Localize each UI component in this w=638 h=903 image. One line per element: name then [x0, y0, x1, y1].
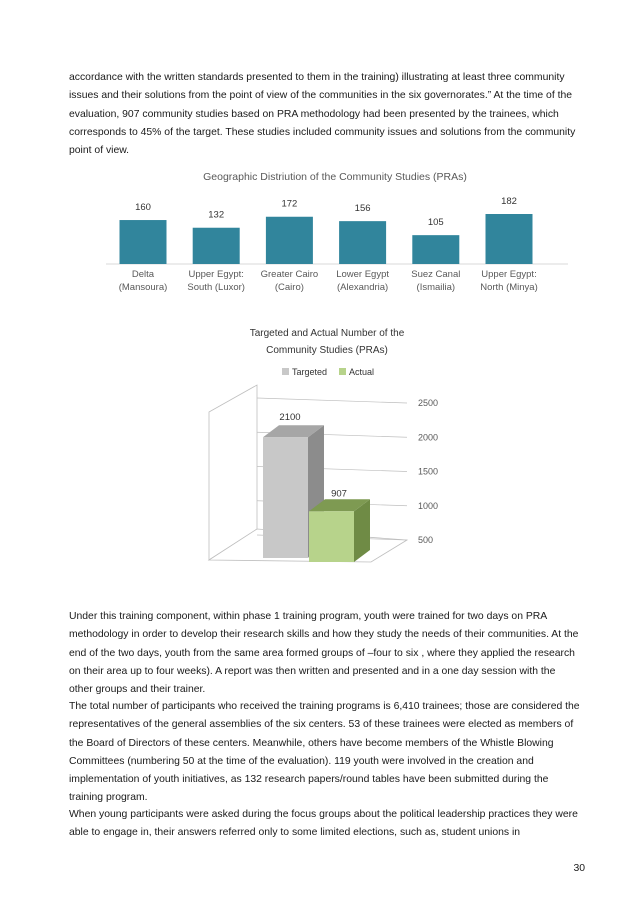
chart1-value-label: 172 [281, 198, 298, 210]
chart1-category-label: (Alexandria) [336, 282, 389, 293]
chart1-category-label: (Cairo) [274, 282, 304, 293]
chart2-tick-label: 500 [418, 535, 434, 545]
paragraph-training-component: Under this training component, within phase 1 training program, youth were trained for two days on PRA methodology in order to develop their research skills and how they study the needs of their communities. At the end of the two days, youth from the same area formed groups of –four to six , where they applied the research on their area up to four weeks). A report was then written and presented and in a one day session with the other groups and their trainer. [69, 611, 579, 696]
chart2-bar-actual [309, 511, 354, 562]
chart2-bar-targeted [263, 437, 308, 558]
chart2-title-line1: Targeted and Actual Number of the [249, 328, 405, 339]
page-number: 30 [573, 863, 585, 874]
chart1-bar [486, 214, 533, 264]
chart1-bar [193, 228, 240, 264]
chart1-category-label: Lower Egypt [336, 269, 390, 280]
chart2-tick-label: 2000 [418, 432, 439, 443]
legend-label-actual: Actual [349, 367, 375, 377]
chart1-category-label: South (Luxor) [187, 282, 245, 293]
chart1-title: Geographic Distriution of the Community Studies (PRAs) [203, 171, 467, 183]
chart2-tick-label: 2500 [418, 398, 439, 408]
paragraph-focus-groups: When young participants were asked during the focus groups about the political leadership practices they were able to engage in, their answers referred only to some limited elections, such as, student unions in [69, 809, 578, 839]
chart1-category-label: Upper Egypt: [481, 269, 537, 280]
chart2-title-line2: Community Studies (PRAs) [266, 345, 388, 356]
chart1-value-label: 156 [354, 203, 371, 215]
chart1-category-label: Delta [131, 269, 155, 280]
legend-swatch-actual [339, 368, 346, 375]
chart2-gridline [257, 398, 407, 403]
chart1-bar [266, 217, 313, 264]
chart1-value-label: 182 [501, 196, 517, 207]
chart1-bar [412, 235, 459, 264]
chart1-category-label: Upper Egypt: [188, 269, 244, 280]
chart1-category-label: North (Minya) [480, 282, 538, 293]
targeted-actual-chart [0, 322, 638, 572]
legend-swatch-targeted [282, 368, 289, 375]
chart1-category-label: Suez Canal [411, 269, 461, 280]
paragraph-intro: accordance with the written standards presented to them in the training) illustrating at least three community issues and their solutions from the point of view of the communities in the six governorates.” At the time of the evaluation, 907 community studies based on PRA methodology had been presented by the trainees, which corresponds to 45% of the target. These studies included community issues and solutions from the community point of view. [69, 72, 576, 157]
chart2-tick-label: 1500 [418, 466, 439, 477]
chart1-category-label: Greater Cairo [260, 269, 319, 280]
chart1-value-label: 160 [135, 202, 151, 214]
chart2-tick-label: 1000 [418, 500, 439, 511]
chart1-bar [120, 220, 167, 264]
paragraph-participants: The total number of participants who received the training programs is 6,410 trainees; those are considered the representatives of the general assemblies of the six centers. 53 of these trainees were elected as members of the Board of Directors of these centers. Meanwhile, others have become members of the Whistle Blowing Committees (numbering 50 at the time of the evaluation). 119 youth were involved in the creation and implementation of youth initiatives, as 132 research papers/round tables have been submitted during the training program. [69, 701, 580, 804]
chart2-value-targeted: 2100 [279, 412, 301, 424]
chart1-category-label: (Ismailia) [416, 282, 456, 293]
chart1-bar [339, 221, 386, 264]
chart1-value-label: 105 [427, 217, 444, 229]
geographic-distribution-chart [0, 158, 638, 308]
chart2-value-actual: 907 [331, 488, 347, 500]
legend-label-targeted: Targeted [292, 367, 328, 377]
chart1-category-label: (Mansoura) [118, 282, 168, 293]
chart1-value-label: 132 [208, 209, 225, 221]
